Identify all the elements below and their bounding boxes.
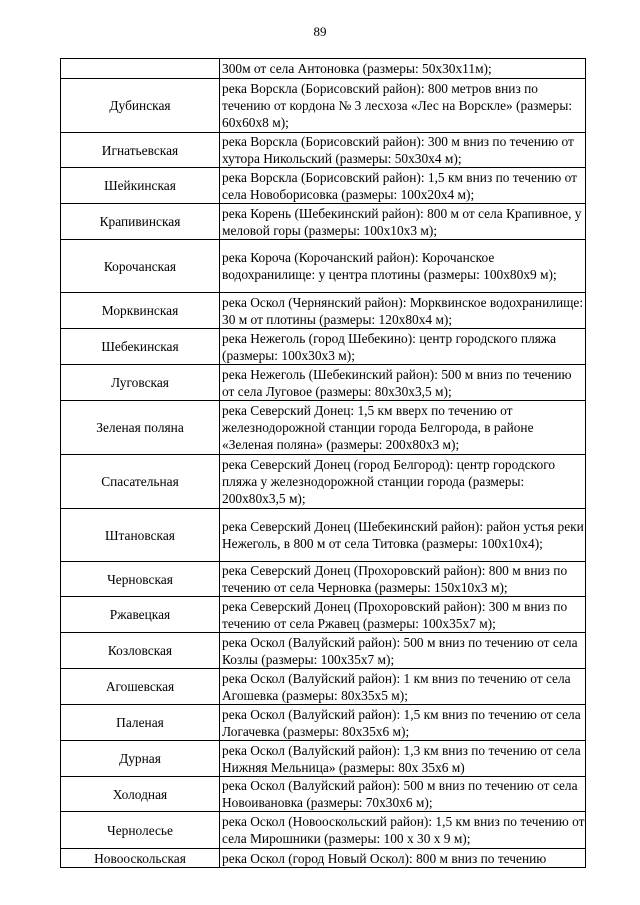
table-row <box>61 849 586 868</box>
site-name-cell: Шебекинская <box>61 329 220 365</box>
table-row <box>61 240 586 293</box>
table-row <box>61 455 586 509</box>
site-description-cell: река Ворскла (Борисовский район): 800 метров вниз по течению от кордона № 3 лесхоза «Лес на Ворскле» (размеры: 60х60х8 м); <box>220 79 586 133</box>
site-description-cell: река Северский Донец (Прохоровский район): 300 м вниз по течению от села Ржавец (размеры: 100х35х7 м); <box>220 597 586 633</box>
table-row <box>61 401 586 455</box>
table-row <box>61 329 586 365</box>
site-description-cell: река Оскол (Чернянский район): Морквинское водохранилище: 30 м от плотины (размеры: 120х80х4 м); <box>220 293 586 329</box>
site-name-cell: Корочанская <box>61 240 220 293</box>
table-row <box>61 204 586 240</box>
site-description-cell: река Оскол (Валуйский район): 1 км вниз по течению от села Агошевка (размеры: 80х35х5 м); <box>220 669 586 705</box>
site-description-cell: река Ворскла (Борисовский район): 1,5 км вниз по течению от села Новоборисовка (размеры: 100х20х4 м); <box>220 168 586 204</box>
site-name-cell: Новооскольская <box>61 849 220 868</box>
table-row <box>61 812 586 849</box>
site-description-cell: река Нежеголь (Шебекинский район): 500 м вниз по течению от села Луговое (размеры: 80х30х3,5 м); <box>220 365 586 401</box>
table-row <box>61 597 586 633</box>
site-description-cell: река Оскол (Валуйский район): 1,5 км вниз по течению от села Логачевка (размеры: 80х35х6 м); <box>220 705 586 741</box>
site-description-cell: река Северский Донец (Шебекинский район): район устья реки Нежеголь, в 800 м от села Титовка (размеры: 100х10х4); <box>220 509 586 562</box>
table-row <box>61 509 586 562</box>
table-row <box>61 79 586 133</box>
table-row <box>61 133 586 168</box>
site-name-cell: Дурная <box>61 741 220 777</box>
site-name-cell: Зеленая поляна <box>61 401 220 455</box>
site-description-cell: река Оскол (Валуйский район): 500 м вниз по течению от села Новоивановка (размеры: 70х30х6 м); <box>220 777 586 812</box>
table-row <box>61 59 586 79</box>
table-row <box>61 741 586 777</box>
site-name-cell: Луговская <box>61 365 220 401</box>
site-description-cell: река Короча (Корочанский район): Корочанское водохранилище: у центра плотины (размеры: 100х80х9 м); <box>220 240 586 293</box>
site-name-cell: Ржавецкая <box>61 597 220 633</box>
site-description-cell: река Оскол (Валуйский район): 1,3 км вниз по течению от села Нижняя Мельница» (размеры: 80х 35х6 м) <box>220 741 586 777</box>
site-name-cell: Чернолесье <box>61 812 220 849</box>
site-description-cell: река Оскол (Валуйский район): 500 м вниз по течению от села Козлы (размеры: 100х35х7 м); <box>220 633 586 669</box>
site-name-cell: Спасательная <box>61 455 220 509</box>
site-description-cell: река Ворскла (Борисовский район): 300 м вниз по течению от хутора Никольский (размеры: 50х30х4 м); <box>220 133 586 168</box>
table-row <box>61 633 586 669</box>
site-description-cell: река Северский Донец (Прохоровский район): 800 м вниз по течению от села Черновка (размеры: 150х10х3 м); <box>220 562 586 597</box>
table-row <box>61 168 586 204</box>
site-name-cell: Крапивинская <box>61 204 220 240</box>
site-name-cell: Штановская <box>61 509 220 562</box>
site-name-cell: Шейкинская <box>61 168 220 204</box>
site-name-cell: Черновская <box>61 562 220 597</box>
site-name-cell: Морквинская <box>61 293 220 329</box>
site-description-cell: река Нежеголь (город Шебекино): центр городского пляжа (размеры: 100х30х3 м); <box>220 329 586 365</box>
site-name-cell: Паленая <box>61 705 220 741</box>
lakes-table <box>60 58 586 868</box>
table-row <box>61 365 586 401</box>
site-description-cell: река Северский Донец: 1,5 км вверх по течению от железнодорожной станции города Белгорода, в районе «Зеленая поляна» (размеры: 200х80х3 м); <box>220 401 586 455</box>
site-description-cell: 300м от села Антоновка (размеры: 50х30х11м); <box>220 59 586 79</box>
site-name-cell: Игнатьевская <box>61 133 220 168</box>
table-row <box>61 705 586 741</box>
site-name-cell: Дубинская <box>61 79 220 133</box>
table-row <box>61 777 586 812</box>
page-number: 89 <box>313 24 327 39</box>
site-description-cell: река Оскол (город Новый Оскол): 800 м вниз по течению <box>220 849 586 868</box>
site-description-cell: река Северский Донец (город Белгород): центр городского пляжа у железнодорожной станции города (размеры: 200х80х3,5 м); <box>220 455 586 509</box>
site-name-cell: Агошевская <box>61 669 220 705</box>
site-description-cell: река Корень (Шебекинский район): 800 м от села Крапивное, у меловой горы (размеры: 100х10х3 м); <box>220 204 586 240</box>
table-row <box>61 669 586 705</box>
table-row <box>61 562 586 597</box>
site-description-cell: река Оскол (Новооскольский район): 1,5 км вниз по течению от села Мирошники (размеры: 100 х 30 х 9 м); <box>220 812 586 849</box>
site-name-cell <box>61 59 220 79</box>
site-name-cell: Холодная <box>61 777 220 812</box>
site-name-cell: Козловская <box>61 633 220 669</box>
table-row <box>61 293 586 329</box>
